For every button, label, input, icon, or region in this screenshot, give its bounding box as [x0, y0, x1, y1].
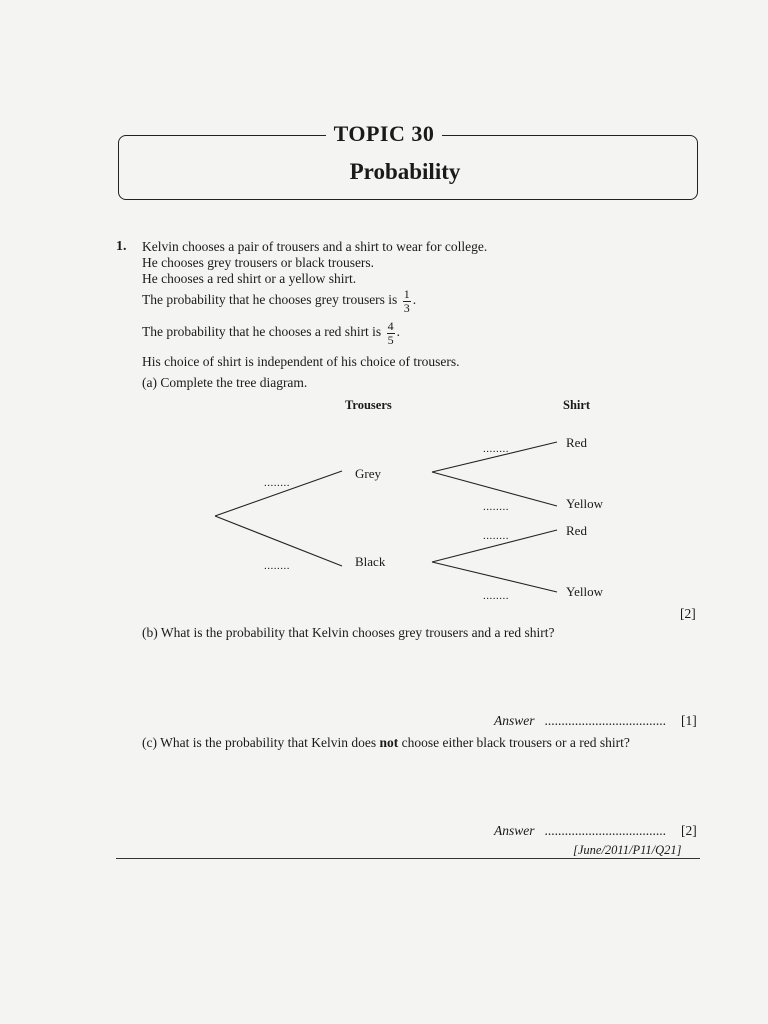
blank-black-red-probability[interactable]: ........: [483, 530, 509, 542]
part-a-marks: [2]: [680, 606, 696, 621]
node-yellow-1: Yellow: [566, 496, 603, 511]
bottom-rule: [116, 858, 700, 859]
part-b-answer-field[interactable]: ....................................: [544, 713, 666, 728]
blank-grey-probability[interactable]: ........: [264, 477, 290, 489]
part-b-answer-line: Answer ....................................: [494, 713, 666, 728]
part-c-answer-line: Answer ....................................: [494, 823, 666, 838]
node-red-1: Red: [566, 435, 587, 450]
node-yellow-2: Yellow: [566, 584, 603, 599]
question-line-1: Kelvin chooses a pair of trousers and a shirt to wear for college.: [142, 239, 488, 254]
node-grey: Grey: [355, 466, 381, 481]
red-probability-fraction: $\frac{4}{5}$: [387, 319, 394, 347]
red-probability-line: The probability that he chooses a red shirt is $\frac{4}{5}$ .: [142, 319, 400, 347]
branch-black-yellow: [432, 562, 557, 592]
grey-probability-fraction: $\frac{1}{3}$: [403, 287, 410, 315]
question-number: 1.: [116, 239, 127, 254]
branch-black: [215, 516, 342, 566]
part-b-prompt: (b) What is the probability that Kelvin chooses grey trousers and a red shirt?: [142, 625, 555, 640]
blank-grey-red-probability[interactable]: ........: [483, 443, 509, 455]
source-reference: [June/2011/P11/Q21]: [573, 843, 682, 857]
subject-title: Probability: [349, 159, 461, 184]
shirt-heading: Shirt: [563, 398, 591, 412]
node-black: Black: [355, 554, 386, 569]
blank-black-yellow-probability[interactable]: ........: [483, 590, 509, 602]
trousers-heading: Trousers: [345, 398, 392, 412]
part-b-marks: [1]: [681, 713, 697, 728]
part-c-prompt: (c) What is the probability that Kelvin does not choose either black trousers or a red shirt?: [142, 735, 630, 750]
part-c-answer-field[interactable]: ....................................: [544, 823, 666, 838]
question-line-2: He chooses grey trousers or black trousers.: [142, 255, 375, 270]
question-line-3: He chooses a red shirt or a yellow shirt.: [142, 271, 357, 286]
node-red-2: Red: [566, 523, 587, 538]
topic-heading: TOPIC 30: [0, 121, 768, 147]
blank-grey-yellow-probability[interactable]: ........: [483, 501, 509, 513]
blank-black-probability[interactable]: ........: [264, 560, 290, 572]
part-a-prompt: (a) Complete the tree diagram.: [142, 375, 308, 390]
independence-line: His choice of shirt is independent of his choice of trousers.: [142, 354, 460, 369]
part-c-marks: [2]: [681, 823, 697, 838]
grey-probability-line: The probability that he chooses grey trousers is $\frac{1}{3}$ .: [142, 287, 417, 315]
